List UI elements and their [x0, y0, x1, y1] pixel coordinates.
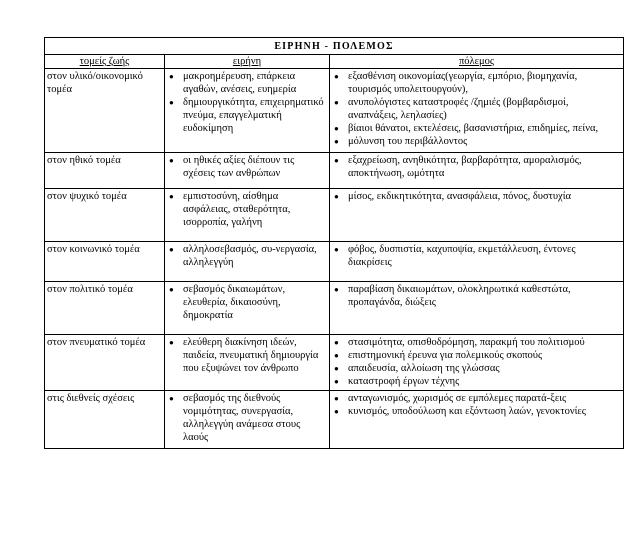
- war-cell: [330, 335, 624, 391]
- life-area-cell: στον ψυχικό τομέα: [45, 189, 165, 242]
- war-list-item: ● ανταγωνισμός, χωρισμός σε εμπόλεμες παρατά-ξεις: [348, 392, 620, 405]
- war-cell: [330, 282, 624, 335]
- war-list-item: ● εξαχρείωση, ανηθικότητα, βαρβαρότητα, αμοραλισμός, αποκτήνωση, ωμότητα: [348, 154, 620, 180]
- life-area-cell: στις διεθνείς σχέσεις: [45, 391, 165, 449]
- life-area-cell: στον πνευματικό τομέα: [45, 335, 165, 391]
- life-area-cell: στον κοινωνικό τομέα: [45, 242, 165, 282]
- war-list-item: ● απαιδευσία, αλλοίωση της γλώσσας: [348, 362, 620, 375]
- peace-cell: [165, 335, 330, 391]
- peace-war-table: [44, 37, 624, 449]
- table-title: ΕΙΡΗΝΗ - ΠΟΛΕΜΟΣ: [45, 38, 624, 55]
- peace-list: [168, 70, 326, 135]
- table-body: [45, 69, 624, 449]
- title-row: [45, 38, 624, 55]
- table-row: [45, 189, 624, 242]
- war-list-item: ● παραβίαση δικαιωμάτων, ολοκληρωτικά καθεστώτα, προπαγάνδα, διώξεις: [348, 283, 620, 309]
- peace-list: [168, 154, 326, 180]
- peace-cell: [165, 189, 330, 242]
- war-list-item: ● επιστημονική έρευνα για πολεμικούς σκοπούς: [348, 349, 620, 362]
- war-list: [333, 283, 620, 309]
- war-list: [333, 154, 620, 180]
- peace-cell: [165, 391, 330, 449]
- life-area-cell: στον ηθικό τομέα: [45, 153, 165, 189]
- peace-cell: [165, 282, 330, 335]
- peace-cell: [165, 153, 330, 189]
- header-life-areas: τομείς ζωής: [45, 55, 165, 69]
- peace-list-item: ● σεβασμός δικαιωμάτων, ελευθερία, δικαιοσύνη, δημοκρατία: [183, 283, 326, 322]
- peace-list: [168, 283, 326, 322]
- table-row: [45, 242, 624, 282]
- war-list-item: ● κυνισμός, υποδούλωση και εξόντωση λαών, γενοκτονίες: [348, 405, 620, 418]
- table-row: [45, 69, 624, 153]
- peace-list-item: ● εμπιστοσύνη, αίσθημα ασφάλειας, σταθερότητα, ισορροπία, γαλήνη: [183, 190, 326, 229]
- war-list-item: ● στασιμότητα, οπισθοδρόμηση, παρακμή του πολιτισμού: [348, 336, 620, 349]
- war-list: [333, 243, 620, 269]
- war-cell: [330, 242, 624, 282]
- war-cell: [330, 189, 624, 242]
- peace-list-item: ● ελεύθερη διακίνηση ιδεών, παιδεία, πνευματική δημιουργία που εξυψώνει τον άνθρωπο: [183, 336, 326, 375]
- war-list-item: ● εξασθένιση οικονομίας(γεωργία, εμπόριο, βιομηχανία, τουρισμός υπολειτουργούν),: [348, 70, 620, 96]
- peace-list-item: ● αλληλοσεβασμός, συ-νεργασία, αλληλεγγύη: [183, 243, 326, 269]
- war-list-item: ● ανυπολόγιστες καταστροφές /ζημιές (βομβαρδισμοί, αναπνάξεις, λεηλασίες): [348, 96, 620, 122]
- peace-cell: [165, 69, 330, 153]
- table-row: [45, 282, 624, 335]
- peace-list: [168, 392, 326, 444]
- peace-list-item: ● σεβασμός της διεθνούς νομιμότητας, συνεργασία, αλληλεγγύη ανάμεσα στους λαούς: [183, 392, 326, 444]
- war-list-item: ● καταστροφή έργων τέχνης: [348, 375, 620, 388]
- peace-cell: [165, 242, 330, 282]
- peace-list-item: ● δημιουργικότητα, επιχειρηματικό πνεύμα, επαγγελματική ευδοκίμηση: [183, 96, 326, 135]
- table-row: [45, 391, 624, 449]
- war-list-item: ● φόβος, δυσπιστία, καχυποψία, εκμετάλλευση, έντονες διακρίσεις: [348, 243, 620, 269]
- war-cell: [330, 391, 624, 449]
- peace-list-item: ● μακρoημέρευση, επάρκεια αγαθών, ανέσεις, ευημερία: [183, 70, 326, 96]
- war-list-item: ● μίσος, εκδικητικότητα, ανασφάλεια, πόνος, δυστυχία: [348, 190, 620, 203]
- war-cell: [330, 153, 624, 189]
- peace-list: [168, 336, 326, 375]
- header-war: πόλεμος: [330, 55, 624, 69]
- peace-list: [168, 243, 326, 269]
- war-list: [333, 70, 620, 148]
- war-list: [333, 336, 620, 388]
- war-list: [333, 392, 620, 418]
- life-area-cell: στον πολιτικό τομέα: [45, 282, 165, 335]
- war-list-item: ● βίαιοι θάνατοι, εκτελέσεις, βασανιστήρια, επιδημίες, πείνα,: [348, 122, 620, 135]
- war-list-item: ● μόλυνση του περιβάλλοντος: [348, 135, 620, 148]
- table-row: [45, 335, 624, 391]
- war-cell: [330, 69, 624, 153]
- life-area-cell: στον υλικό/οικονομικό τομέα: [45, 69, 165, 153]
- peace-list-item: ● οι ηθικές αξίες διέπουν τις σχέσεις των ανθρώπων: [183, 154, 326, 180]
- war-list: [333, 190, 620, 203]
- header-row: [45, 55, 624, 69]
- peace-list: [168, 190, 326, 229]
- header-peace: ειρήνη: [165, 55, 330, 69]
- table-row: [45, 153, 624, 189]
